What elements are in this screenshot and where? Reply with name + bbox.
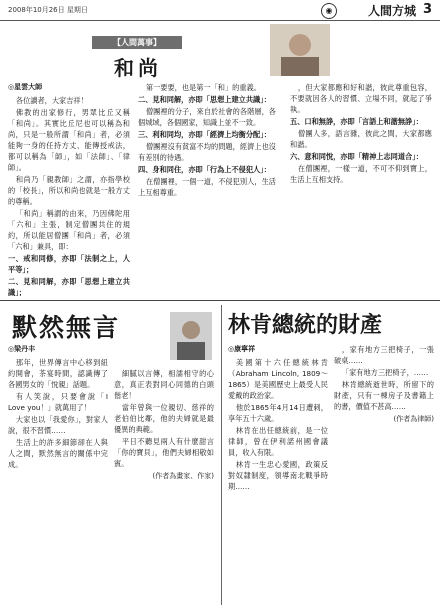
author-portrait <box>170 312 212 360</box>
byline: ◎星雲大師 <box>8 83 43 91</box>
author-note: (作者為律師) <box>393 415 434 423</box>
paragraph: 林肯在出任總統前，是一位律師，曾在伊利諾州國會議員，收入有限。 <box>228 426 328 457</box>
point-heading: 五、口和無諍，亦即「言語上和諧無諍」： <box>290 117 423 126</box>
paragraph: 和尚乃「親教師」之謂，亦指學校的「校長」，所以和尚也就是一般方丈的尊稱。 <box>8 175 130 206</box>
paragraph: 細膩以言傳，相濡相守的心意，真正表對同心同德的白頭偕老！ <box>114 369 214 400</box>
author-note: (作者為畫家、作家) <box>152 472 214 480</box>
article1-column-2 <box>138 82 276 296</box>
paragraph: 林肯總統逝世時，所留下的財產，只有一棟房子及書籍上的書，價值不甚高…… <box>334 380 434 411</box>
section-divider <box>0 300 440 301</box>
issue-date: 2008年10月26日 星期日 <box>8 6 88 14</box>
paragraph: 僧團裡沒有貧富不均的問題，經濟上也沒有差別的待遇。 <box>138 142 276 162</box>
paragraph: 當年曾與一位親切、慈祥的老伯伯比鄰，他的夫婦就是最優異的典範。 <box>114 403 214 434</box>
article3-column-1 <box>228 344 328 602</box>
byline: ◎康寧祥 <box>228 345 256 353</box>
paragraph: 在僧團裡，一個一道，不侵犯別人，生活上互相尊重。 <box>138 177 276 197</box>
point-heading: 四、身和同住，亦即「行為上不侵犯人」： <box>138 165 271 174</box>
column-tag: 【人間萬事】 <box>92 36 182 49</box>
paragraph: 「和尚」稱謂的由來，乃因佛陀用「六和」主張，制定僧團共住的規約，所以能居僧團「和尚」者，必須「六和」兼具，即： <box>8 209 130 251</box>
point-heading: 二、見和同解，亦即「思想上建立共識」： <box>138 95 271 104</box>
byline: ◎梁丹丰 <box>8 345 36 353</box>
article1-column-1 <box>8 82 130 296</box>
paragraph: 平日不聽見兩人有什麼甜言「你的寶貝」，他們夫婦相敬如賓。 <box>114 437 214 468</box>
point-heading: 三、利和同均，亦即「經濟上均衡分配」： <box>138 130 271 139</box>
article-title: 和尚 <box>114 56 162 80</box>
paragraph: 在僧團裡，一樣一道，不可不仰到寶上，生活上互相支持。 <box>290 164 432 184</box>
article2-column-1 <box>8 344 108 602</box>
paragraph: ，家有地方三把椅子，一張破桌…… <box>334 345 434 365</box>
paragraph: 大家也以「我愛你」，對家人說，很不習慣…… <box>8 415 108 435</box>
paragraph: 他於1865年4月14日遭刺，享年五十六歲。 <box>228 403 328 423</box>
paragraph: 生活上的許多細節卻在人與人之間，默然無言的關係中完成。 <box>8 438 108 469</box>
page-header <box>0 0 440 21</box>
paragraph: 有人笑說，只要會說「I Love you！」就萬用了！ <box>8 392 108 412</box>
paragraph: 佛教的出家修行，男眾比丘又稱「和尚」。其實比丘尼也可以稱為和尚，只是一般所謂「和尚」者，必須能夠一身的任持方丈、能傳授戒法，都可以稱為「師」，如「法師」、「律師」。 <box>8 108 130 172</box>
article3-column-2 <box>334 344 434 602</box>
author-portrait <box>270 24 330 76</box>
paragraph: 僧團人多，語言雜，彼此之間，大家都應和諧。 <box>290 129 432 149</box>
page-number: 3 <box>422 2 432 17</box>
column-divider <box>221 305 222 605</box>
paragraph: 「家有地方三把椅子，…… <box>341 368 429 377</box>
paragraph: 第一要要，也是第一「和」的重義。 <box>145 83 261 92</box>
paragraph: 美國第十六任總統林肯（Abraham Lincoln, 1809～1865）是美國歷史上最受人民愛戴的政治家。 <box>228 358 328 400</box>
article1-column-3 <box>290 82 432 296</box>
paragraph: 各位讀者，大家吉祥！ <box>15 96 88 105</box>
paragraph: 僧團裡的分子，來自於社會的各階層，各個城域，各個國家，知識上並不一致。 <box>138 107 276 127</box>
point-heading: 六、意和同悅，亦即「精神上志同道合」： <box>290 152 423 161</box>
article-title: 林肯總統的財產 <box>228 312 383 338</box>
article2-column-2 <box>114 368 214 602</box>
point-heading: 二、見和同解，亦即「思想上建立共識」； <box>8 277 130 296</box>
paragraph: 林肯一生忠心愛國，政策反對奴隸制度，領導南北戰爭時期…… <box>228 460 328 491</box>
article-title: 默然無言 <box>12 313 121 342</box>
section-logo-icon: ◉ <box>321 3 337 19</box>
paragraph: 那年，世界傳言中心移到紐約開會，茶宴時間，認識傳了各國男女的「悅親」話題。 <box>8 358 108 389</box>
point-heading: 一、戒和同修，亦即「法制之上，人平等」； <box>8 254 130 274</box>
section-title: 人間方城 <box>367 4 416 18</box>
paragraph: ，但大家都應和好和諧，彼此尊重包容，不要就因各人的習慣、立場不同，就起了爭執。 <box>290 83 432 114</box>
